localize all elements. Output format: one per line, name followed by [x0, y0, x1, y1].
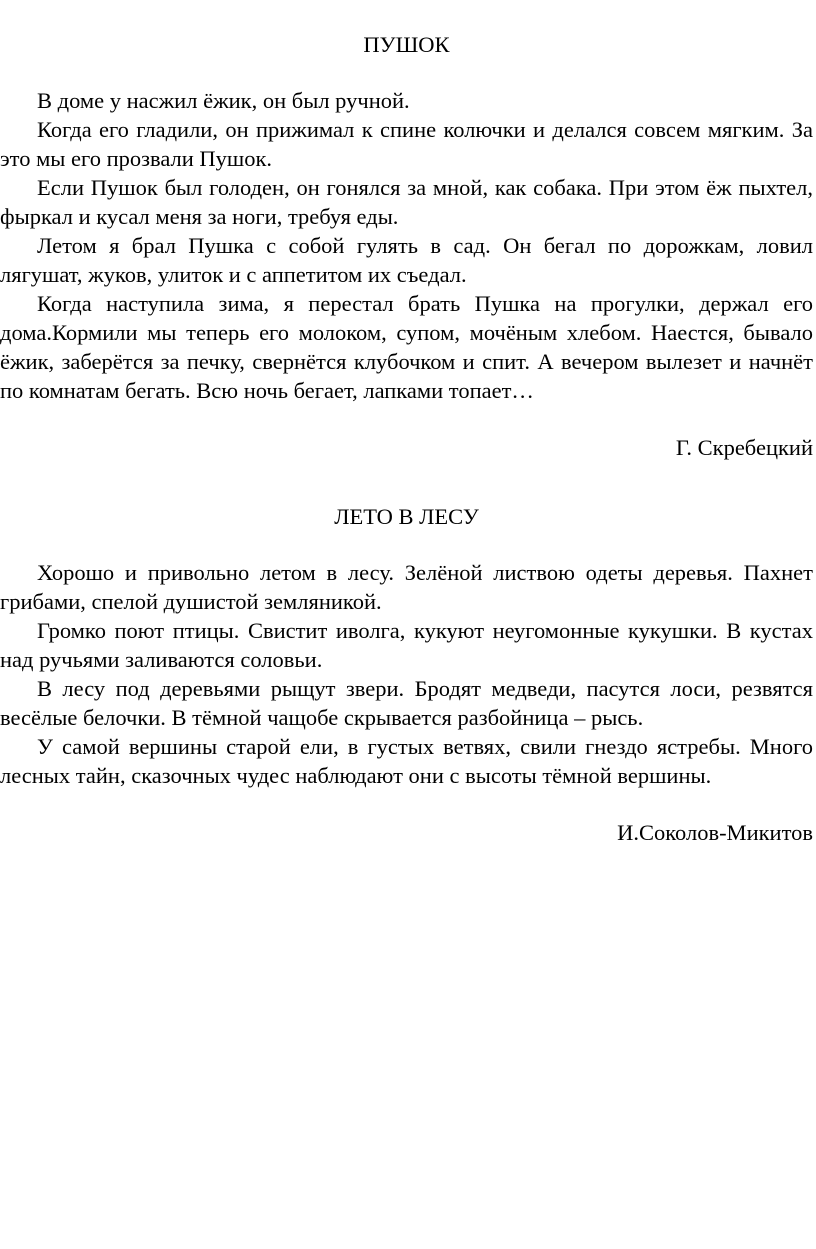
paragraph: Когда его гладили, он прижимал к спине колючки и делался совсем мягким. За это мы его прозвали Пушок. — [0, 117, 813, 171]
story-pushok — [0, 30, 813, 462]
story-body — [0, 86, 813, 405]
story-author: Г. Скребецкий — [675, 435, 813, 460]
paragraph: Хорошо и привольно летом в лесу. Зелёной листвою одеты деревья. Пахнет грибами, спелой душистой земляникой. — [0, 560, 813, 614]
paragraph: У самой вершины старой ели, в густых ветвях, свили гнездо ястребы. Много лесных тайн, сказочных чудес наблюдают они с высоты тёмной вершины. — [0, 734, 813, 788]
story-body — [0, 558, 813, 790]
story-leto-v-lesu — [0, 502, 813, 847]
paragraph: В доме у насжил ёжик, он был ручной. — [37, 88, 410, 113]
paragraph: Громко поют птицы. Свистит иволга, кукуют неугомонные кукушки. В кустах над ручьями заливаются соловьи. — [0, 618, 813, 672]
story-author: И.Соколов-Микитов — [617, 820, 813, 845]
story-title: ЛЕТО В ЛЕСУ — [334, 504, 479, 529]
paragraph: Летом я брал Пушка с собой гулять в сад. Он бегал по дорожкам, ловил лягушат, жуков, улиток и с аппетитом их съедал. — [0, 233, 813, 287]
paragraph: Когда наступила зима, я перестал брать Пушка на прогулки, держал его дома.Кормили мы теперь его молоком, супом, мочёным хлебом. Наестся, бывало ёжик, заберётся за печку, свернётся клубочком и спит. А вечером вылезет и начнёт по комнатам бегать. Всю ночь бегает, лапками топает… — [0, 291, 813, 403]
paragraph: В лесу под деревьями рыщут звери. Бродят медведи, пасутся лоси, резвятся весёлые белочки. В тёмной чащобе скрывается разбойница – рысь. — [0, 676, 813, 730]
story-title: ПУШОК — [363, 32, 450, 57]
paragraph: Если Пушок был голоден, он гонялся за мной, как собака. При этом ёж пыхтел, фыркал и кусал меня за ноги, требуя еды. — [0, 175, 813, 229]
